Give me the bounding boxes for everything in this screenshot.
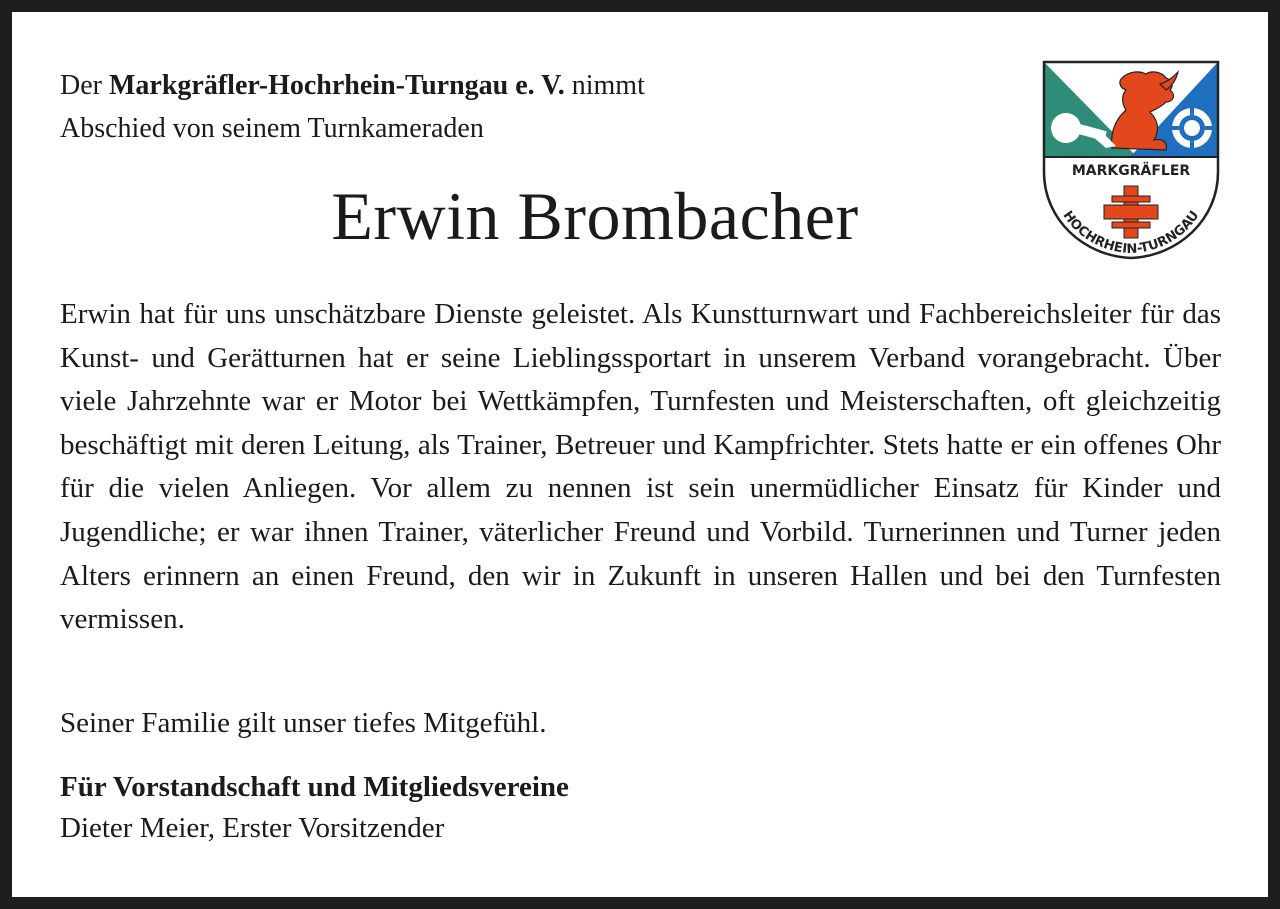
deceased-name: Erwin Brombacher — [331, 178, 859, 254]
intro-suffix: nimmt — [564, 70, 645, 101]
condolence-text: Seiner Familie gilt unser tiefes Mitgefühl. — [60, 707, 547, 739]
tribute-paragraph: Erwin hat für uns unschätzbare Dienste geleistet. Als Kunstturnwart und Fachbereichsleiter für das Kunst- und Gerätturnen hat er seine Lieblingssportart in unserem Verband vorangebracht. Über viele Jahrzehnte war er Motor bei Wettkämpfen, Turnfesten und Meisterschaften, oft gleichzeitig beschäftigt mit deren Leitung, als Trainer, Betreuer und Kampfrichter. Stets hatte er ein offenes Ohr für die vielen Anliegen. Vor allem zu nennen ist sein unermüdlicher Einsatz für Kinder und Jugendliche; er war ihnen Trainer, väterlicher Freund und Vorbild. Turnerinnen und Turner jeden Alters erinnern an einen Freund, den wir in Zukunft in unseren Hallen und bei den Turnfesten vermissen. — [60, 298, 1221, 636]
turngau-crest-icon — [1042, 60, 1220, 260]
organization-name: Markgräfler-Hochrhein-Turngau e. V. — [108, 70, 565, 101]
intro-line-2: Abschied von seinem Turnkameraden — [60, 113, 484, 144]
crest-text-arc: HOCHRHEIN-TURNGAU — [1059, 208, 1203, 258]
signature-title: Für Vorstandschaft und Mitgliedsvereine — [60, 771, 569, 803]
signature-name: Dieter Meier, Erster Vorsitzender — [60, 812, 445, 844]
crest-text-top: MARKGRÄFLER — [1071, 163, 1191, 179]
intro-text — [60, 64, 960, 150]
obituary-card — [12, 12, 1268, 897]
intro-prefix: Der — [60, 70, 109, 101]
